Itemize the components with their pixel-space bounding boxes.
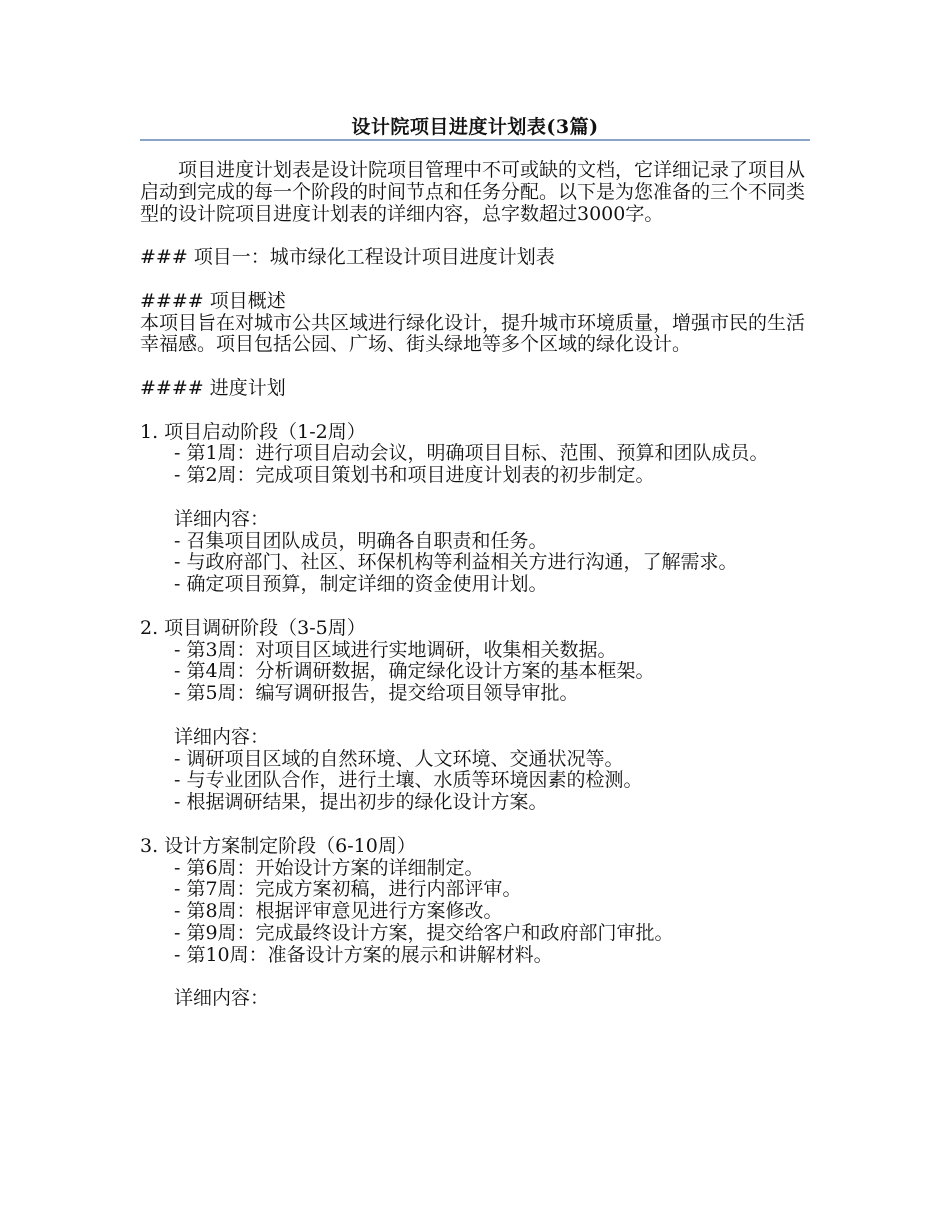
spacer	[140, 400, 808, 422]
overview-heading: #### 项目概述	[140, 289, 286, 312]
spacer	[140, 814, 808, 836]
document-body	[140, 160, 808, 1010]
stage-title: 3. 设计方案制定阶段（6-10周）	[140, 834, 416, 857]
week-item: - 第8周：根据评审意见进行方案修改。	[174, 900, 503, 923]
week-item: - 第3周：对项目区域进行实地调研，收集相关数据。	[174, 638, 617, 661]
week-item: - 第2周：完成项目策划书和项目进度计划表的初步制定。	[174, 464, 655, 487]
detail-item: - 确定项目预算，制定详细的资金使用计划。	[174, 573, 548, 596]
detail-label: 详细内容：	[174, 987, 270, 1010]
spacer	[140, 966, 808, 988]
week-item: - 第6周：开始设计方案的详细制定。	[174, 856, 484, 879]
week-item: - 第4周：分析调研数据，确定绿化设计方案的基本框架。	[174, 660, 655, 683]
week-item: - 第5周：编写调研报告，提交给项目领导审批。	[174, 682, 579, 705]
detail-item: - 与专业团队合作，进行土壤、水质等环境因素的检测。	[174, 769, 643, 792]
intro-paragraph: 项目进度计划表是设计院项目管理中不可或缺的文档，它详细记录了项目从启动到完成的每一个阶段的时间节点和任务分配。以下是为您准备的三个不同类型的设计院项目进度计划表的详细内容，总字数超过3000字。	[140, 159, 806, 225]
title-underline	[140, 139, 810, 141]
spacer	[140, 487, 808, 509]
section-heading: ### 项目一：城市绿化工程设计项目进度计划表	[140, 246, 555, 269]
document-title: 设计院项目进度计划表(3篇)	[351, 116, 599, 138]
spacer	[140, 269, 808, 291]
overview-paragraph: 本项目旨在对城市公共区域进行绿化设计，提升城市环境质量，增强市民的生活幸福感。项目包括公园、广场、街头绿地等多个区域的绿化设计。	[140, 311, 806, 356]
spacer	[140, 596, 808, 618]
spacer	[140, 356, 808, 378]
detail-item: - 召集项目团队成员，明确各自职责和任务。	[174, 529, 548, 552]
week-item: - 第10周：准备设计方案的展示和讲解材料。	[174, 943, 553, 966]
week-item: - 第7周：完成方案初稿，进行内部评审。	[174, 878, 522, 901]
week-item: - 第9周：完成最终设计方案，提交给客户和政府部门审批。	[174, 921, 674, 944]
detail-item: - 根据调研结果，提出初步的绿化设计方案。	[174, 791, 548, 814]
stage-title: 1. 项目启动阶段（1-2周）	[140, 420, 366, 443]
spacer	[140, 225, 808, 247]
detail-label: 详细内容：	[174, 507, 270, 530]
detail-item: - 与政府部门、社区、环保机构等利益相关方进行沟通，了解需求。	[174, 551, 738, 574]
week-item: - 第1周：进行项目启动会议，明确项目目标、范围、预算和团队成员。	[174, 442, 769, 465]
spacer	[140, 705, 808, 727]
plan-heading: #### 进度计划	[140, 376, 286, 399]
stage-title: 2. 项目调研阶段（3-5周）	[140, 616, 366, 639]
detail-item: - 调研项目区域的自然环境、人文环境、交通状况等。	[174, 747, 624, 770]
detail-label: 详细内容：	[174, 725, 270, 748]
